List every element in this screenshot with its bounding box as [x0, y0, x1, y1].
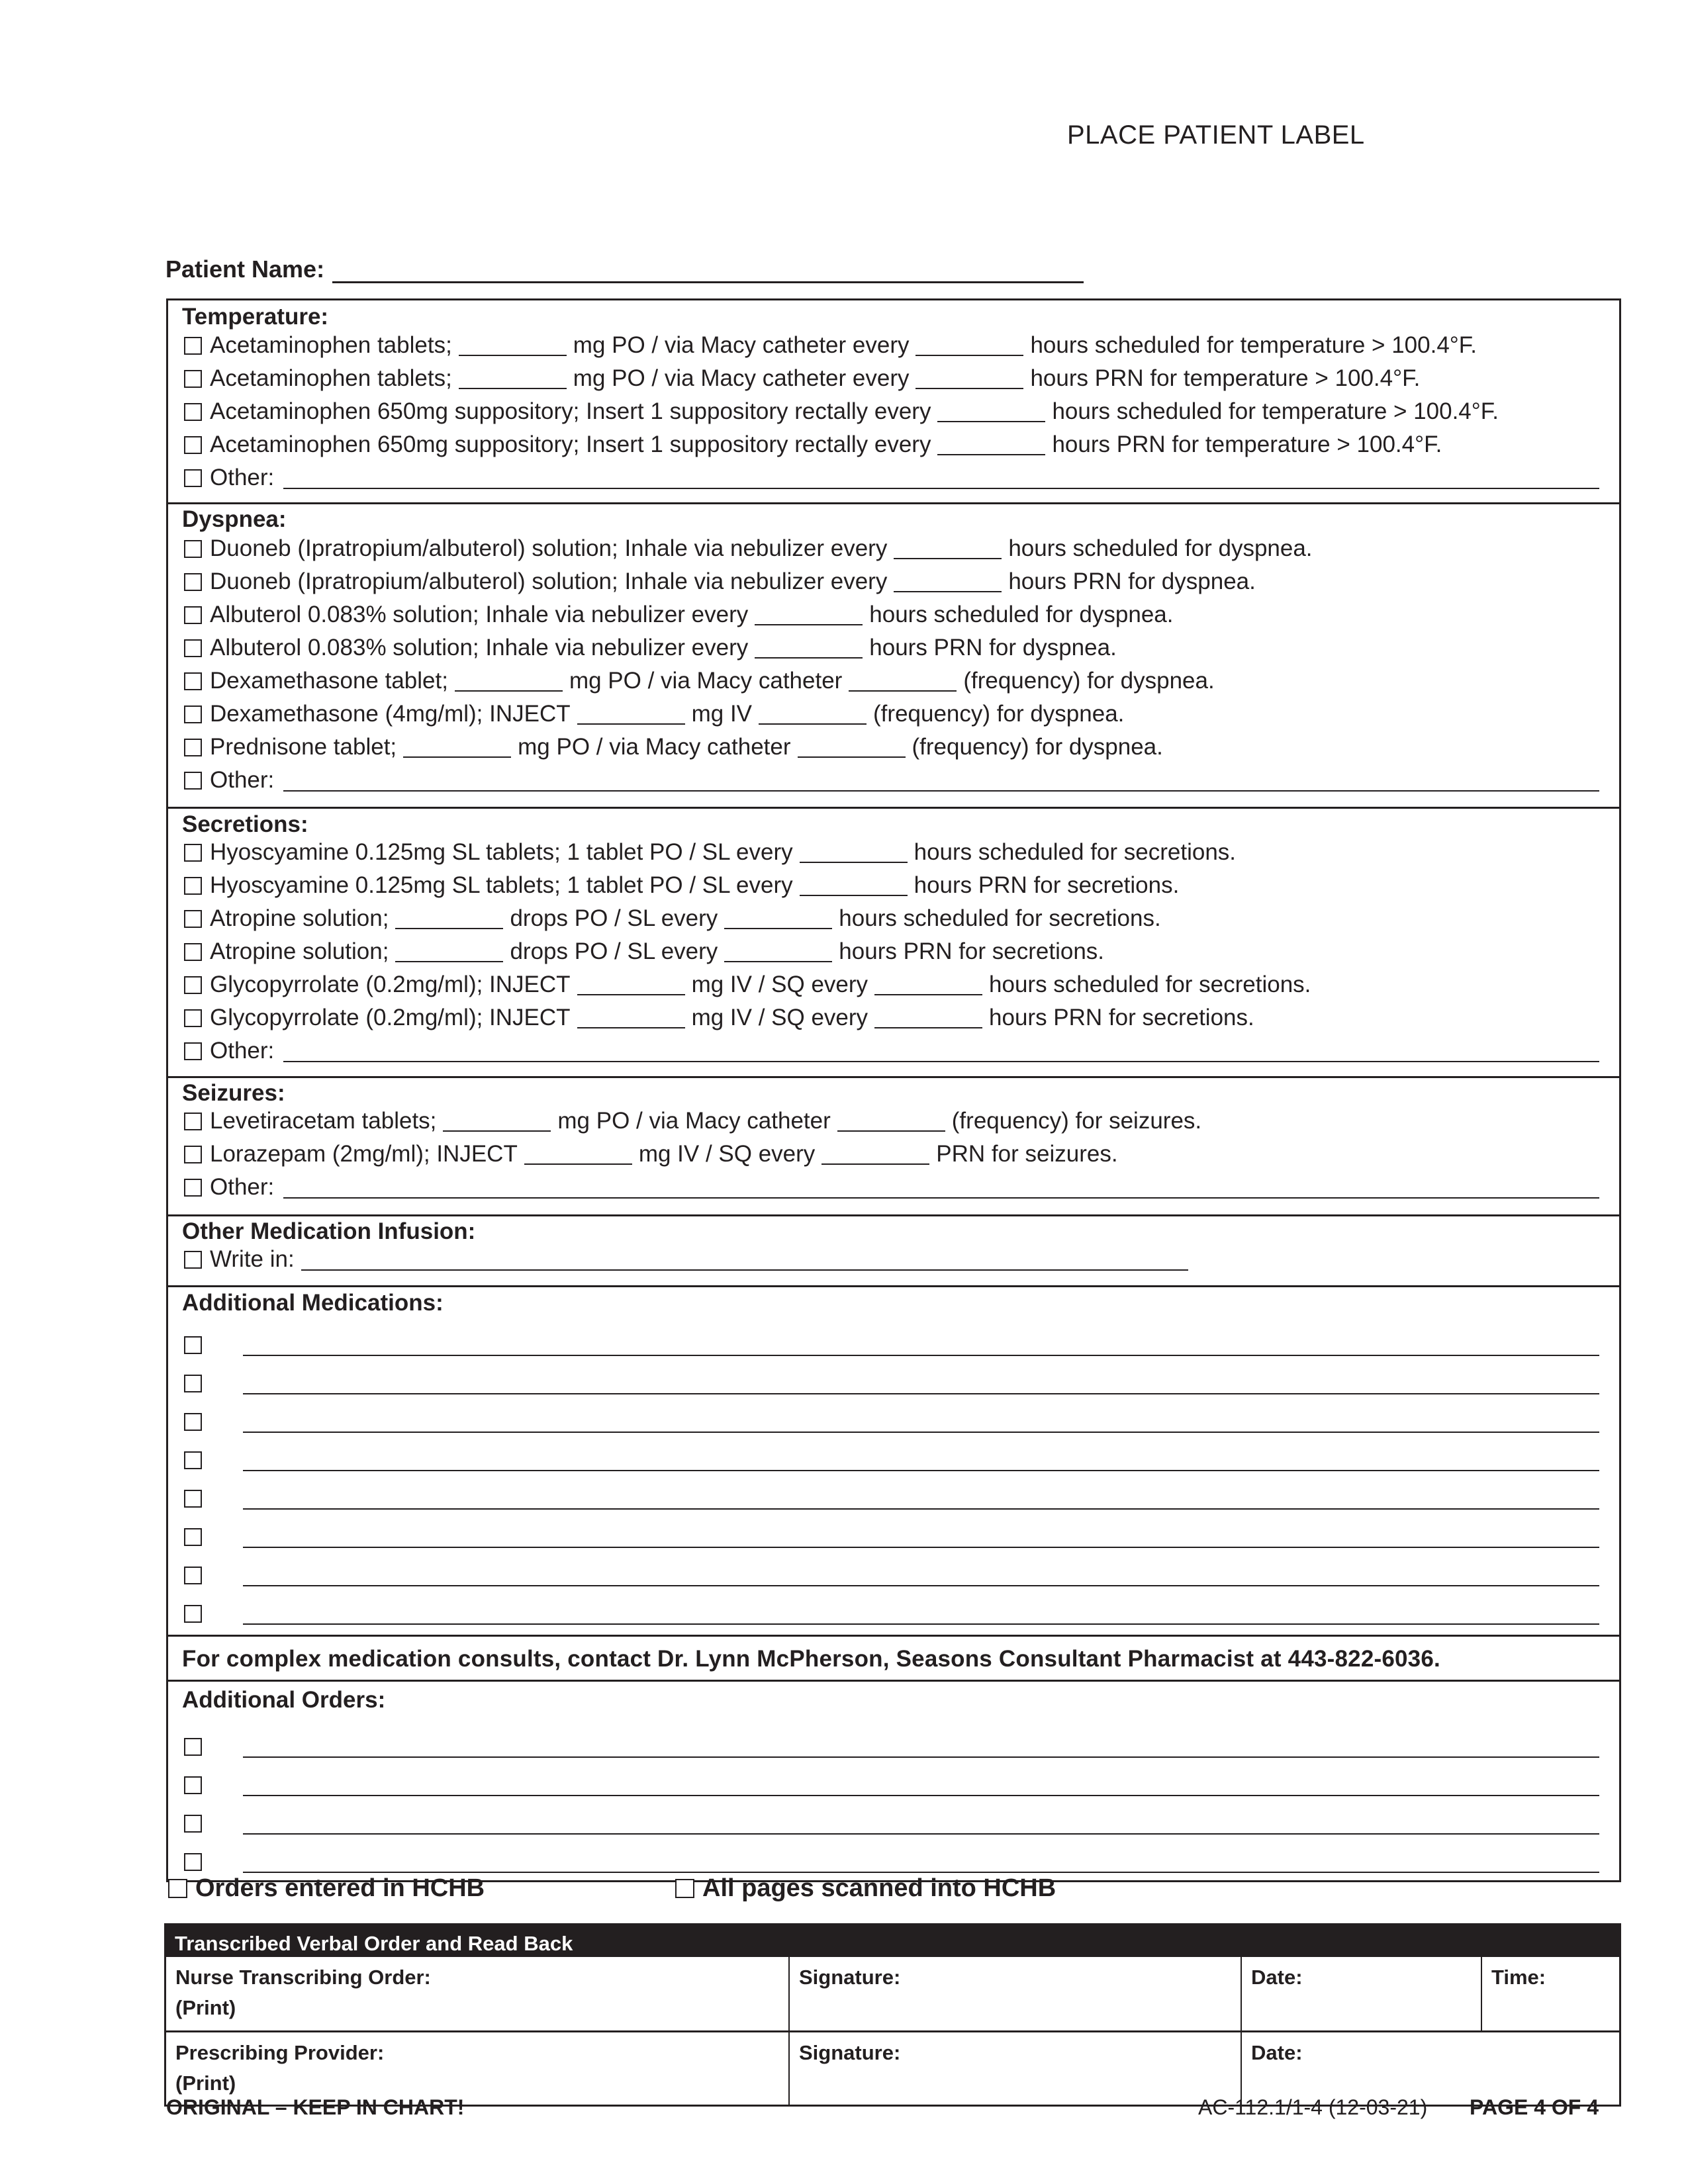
- checkbox[interactable]: [168, 1879, 187, 1898]
- nurse-name-cell[interactable]: Nurse Transcribing Order: (Print): [175, 1966, 431, 2019]
- hours-blank[interactable]: [800, 842, 908, 863]
- dose-blank[interactable]: [524, 1144, 632, 1165]
- section-title: Seizures:: [182, 1080, 285, 1106]
- checkbox[interactable]: [184, 976, 202, 994]
- dose-blank[interactable]: [459, 368, 567, 389]
- dose-blank[interactable]: [455, 670, 563, 692]
- hours-blank[interactable]: [874, 974, 982, 995]
- checkbox[interactable]: [184, 672, 202, 690]
- additional-order-input[interactable]: [243, 1852, 1599, 1873]
- hours-blank[interactable]: [755, 637, 863, 659]
- checkbox[interactable]: [184, 1776, 202, 1794]
- section-title: Temperature:: [182, 304, 329, 330]
- med-row: Acetaminophen 650mg suppository; Insert 1 suppository rectally every hours PRN for temperature > 100.4°F.: [184, 428, 1599, 461]
- hours-blank[interactable]: [894, 571, 1002, 592]
- additional-med-input[interactable]: [243, 1373, 1599, 1394]
- other-row: Other:: [184, 1171, 1599, 1204]
- additional-med-input[interactable]: [243, 1335, 1599, 1356]
- additional-med-row: [184, 1443, 1599, 1477]
- med-row: Acetaminophen tablets; mg PO / via Macy catheter every hours scheduled for temperature > 100.4°F.: [184, 329, 1599, 362]
- checkbox[interactable]: [184, 1042, 202, 1060]
- other-row: Other:: [184, 461, 1599, 494]
- additional-order-row: [184, 1807, 1599, 1840]
- place-patient-label: PLACE PATIENT LABEL: [1067, 120, 1365, 150]
- additional-med-input[interactable]: [243, 1450, 1599, 1471]
- nurse-time-cell[interactable]: Time:: [1481, 1957, 1619, 2030]
- additional-med-row: [184, 1597, 1599, 1630]
- write-in-input[interactable]: [301, 1250, 1188, 1271]
- section-title: Additional Medications:: [182, 1290, 444, 1316]
- checkbox[interactable]: [184, 705, 202, 723]
- med-row: Lorazepam (2mg/ml); INJECT mg IV / SQ every PRN for seizures.: [184, 1138, 1599, 1171]
- patient-name-field: [165, 255, 1084, 283]
- frequency-blank[interactable]: [837, 1111, 945, 1132]
- section-infusion: [168, 1216, 1619, 1287]
- med-row: Glycopyrrolate (0.2mg/ml); INJECT mg IV / SQ every hours scheduled for secretions.: [184, 968, 1599, 1001]
- other-input[interactable]: [283, 468, 1599, 489]
- section-temperature: [168, 300, 1619, 504]
- checkbox[interactable]: [184, 1815, 202, 1833]
- orders-form-box: [166, 298, 1621, 1882]
- orders-entered-hchb[interactable]: Orders entered in HCHB: [168, 1874, 485, 1903]
- med-row: Atropine solution; drops PO / SL every hours PRN for secretions.: [184, 935, 1599, 968]
- med-row: Duoneb (Ipratropium/albuterol) solution; Inhale via nebulizer every hours PRN for dyspnea.: [184, 565, 1599, 598]
- drops-blank[interactable]: [395, 941, 503, 962]
- dose-blank[interactable]: [577, 704, 685, 725]
- nurse-transcribing-row: [164, 1957, 1621, 2032]
- additional-med-input[interactable]: [243, 1412, 1599, 1433]
- med-row: Prednisone tablet; mg PO / via Macy catheter (frequency) for dyspnea.: [184, 731, 1599, 764]
- med-row: Levetiracetam tablets; mg PO / via Macy catheter (frequency) for seizures.: [184, 1105, 1599, 1138]
- checkbox[interactable]: [184, 1146, 202, 1163]
- med-row: Dexamethasone tablet; mg PO / via Macy catheter (frequency) for dyspnea.: [184, 664, 1599, 698]
- additional-med-row: [184, 1520, 1599, 1553]
- med-row: Glycopyrrolate (0.2mg/ml); INJECT mg IV / SQ every hours PRN for secretions.: [184, 1001, 1599, 1034]
- checkbox[interactable]: [184, 1528, 202, 1546]
- section-pharmacist-note: [168, 1637, 1619, 1682]
- other-input[interactable]: [283, 770, 1599, 792]
- additional-order-input[interactable]: [243, 1775, 1599, 1796]
- provider-name-cell[interactable]: Prescribing Provider: (Print): [175, 2041, 385, 2095]
- section-title: Additional Orders:: [182, 1687, 386, 1713]
- med-row: Hyoscyamine 0.125mg SL tablets; 1 tablet PO / SL every hours scheduled for secretions.: [184, 836, 1599, 869]
- section-title: Secretions:: [182, 811, 308, 837]
- verbal-order-header: Transcribed Verbal Order and Read Back: [164, 1923, 1621, 1957]
- section-seizures: [168, 1078, 1619, 1216]
- hours-blank[interactable]: [937, 401, 1045, 422]
- section-title: Other Medication Infusion:: [182, 1218, 476, 1244]
- nurse-date-cell[interactable]: Date:: [1241, 1957, 1481, 2030]
- checkbox[interactable]: [184, 877, 202, 895]
- patient-name-input[interactable]: [332, 260, 1084, 283]
- keep-in-chart-notice: ORIGINAL – KEEP IN CHART!: [166, 2095, 465, 2119]
- checkbox[interactable]: [184, 1451, 202, 1469]
- patient-name-label: Patient Name:: [165, 255, 325, 283]
- med-row: Hyoscyamine 0.125mg SL tablets; 1 tablet PO / SL every hours PRN for secretions.: [184, 869, 1599, 902]
- other-row: Other:: [184, 1034, 1599, 1068]
- hours-blank[interactable]: [724, 941, 832, 962]
- additional-order-row: [184, 1768, 1599, 1801]
- med-row: Albuterol 0.083% solution; Inhale via nebulizer every hours scheduled for dyspnea.: [184, 598, 1599, 631]
- additional-order-row: [184, 1845, 1599, 1878]
- additional-med-row: [184, 1328, 1599, 1361]
- other-input[interactable]: [283, 1177, 1599, 1199]
- page-number: PAGE 4 OF 4: [1470, 2095, 1599, 2119]
- med-row: Acetaminophen 650mg suppository; Insert 1 suppository rectally every hours scheduled for temperature > 100.4°F.: [184, 395, 1599, 428]
- checkbox[interactable]: [184, 772, 202, 790]
- med-row: Acetaminophen tablets; mg PO / via Macy catheter every hours PRN for temperature > 100.4°F.: [184, 362, 1599, 395]
- checkbox[interactable]: [184, 436, 202, 454]
- additional-med-input[interactable]: [243, 1604, 1599, 1625]
- checkbox[interactable]: [184, 1251, 202, 1269]
- nurse-signature-cell[interactable]: Signature:: [788, 1957, 1241, 2030]
- checkbox[interactable]: [184, 1605, 202, 1623]
- checkbox[interactable]: [184, 540, 202, 558]
- section-secretions: [168, 809, 1619, 1078]
- additional-med-row: [184, 1405, 1599, 1438]
- checkbox[interactable]: [184, 1336, 202, 1354]
- pharmacist-contact-note: For complex medication consults, contact Dr. Lynn McPherson, Seasons Consultant Pharmacist at 443-822-6036.: [182, 1646, 1440, 1672]
- checkbox[interactable]: [184, 1375, 202, 1392]
- checkbox[interactable]: [184, 403, 202, 421]
- checkbox[interactable]: [184, 1009, 202, 1027]
- hours-blank[interactable]: [915, 368, 1023, 389]
- write-in-row: Write in:: [184, 1243, 1599, 1276]
- hours-blank[interactable]: [874, 1007, 982, 1028]
- checkbox[interactable]: [184, 943, 202, 961]
- hours-blank[interactable]: [800, 875, 908, 896]
- provider-date-cell[interactable]: Date:: [1241, 2032, 1619, 2105]
- dose-blank[interactable]: [577, 974, 685, 995]
- frequency-blank[interactable]: [821, 1144, 929, 1165]
- checkbox[interactable]: [184, 1490, 202, 1508]
- checkbox[interactable]: [184, 844, 202, 862]
- checkbox[interactable]: [184, 573, 202, 591]
- med-row: Dexamethasone (4mg/ml); INJECT mg IV (frequency) for dyspnea.: [184, 698, 1599, 731]
- checkbox[interactable]: [184, 1413, 202, 1431]
- checkbox[interactable]: [184, 337, 202, 355]
- additional-order-row: [184, 1730, 1599, 1763]
- additional-order-input[interactable]: [243, 1813, 1599, 1835]
- hours-blank[interactable]: [937, 434, 1045, 455]
- med-row: Duoneb (Ipratropium/albuterol) solution; Inhale via nebulizer every hours scheduled for dyspnea.: [184, 532, 1599, 565]
- checkbox[interactable]: [184, 1179, 202, 1197]
- additional-med-input[interactable]: [243, 1565, 1599, 1586]
- checkbox[interactable]: [184, 1113, 202, 1130]
- provider-signature-cell[interactable]: Signature:: [788, 2032, 1241, 2105]
- checkbox[interactable]: [184, 1738, 202, 1756]
- section-additional-orders: [168, 1682, 1619, 1880]
- checkbox[interactable]: [184, 739, 202, 756]
- hours-blank[interactable]: [894, 538, 1002, 559]
- form-code: AC-112.1/1-4 (12-03-21): [1198, 2095, 1428, 2119]
- dose-blank[interactable]: [577, 1007, 685, 1028]
- other-row: Other:: [184, 764, 1599, 797]
- other-input[interactable]: [283, 1041, 1599, 1062]
- frequency-blank[interactable]: [849, 670, 957, 692]
- checkbox[interactable]: [184, 1567, 202, 1584]
- section-dyspnea: [168, 504, 1619, 809]
- additional-med-input[interactable]: [243, 1488, 1599, 1510]
- dose-blank[interactable]: [443, 1111, 551, 1132]
- hours-blank[interactable]: [755, 604, 863, 625]
- checkbox[interactable]: [184, 639, 202, 657]
- checkbox[interactable]: [184, 910, 202, 928]
- med-row: Atropine solution; drops PO / SL every hours scheduled for secretions.: [184, 902, 1599, 935]
- checkbox[interactable]: [184, 469, 202, 487]
- checkbox[interactable]: [184, 1853, 202, 1871]
- checkbox[interactable]: [184, 606, 202, 624]
- frequency-blank[interactable]: [798, 737, 906, 758]
- frequency-blank[interactable]: [759, 704, 867, 725]
- additional-med-input[interactable]: [243, 1527, 1599, 1548]
- additional-order-input[interactable]: [243, 1737, 1599, 1758]
- additional-med-row: [184, 1559, 1599, 1592]
- checkbox[interactable]: [184, 370, 202, 388]
- additional-med-row: [184, 1367, 1599, 1400]
- section-additional-medications: [168, 1287, 1619, 1637]
- section-title: Dyspnea:: [182, 506, 287, 532]
- dose-blank[interactable]: [403, 737, 511, 758]
- dose-blank[interactable]: [459, 335, 567, 356]
- hours-blank[interactable]: [915, 335, 1023, 356]
- checkbox[interactable]: [675, 1879, 694, 1898]
- additional-med-row: [184, 1482, 1599, 1515]
- hours-blank[interactable]: [724, 908, 832, 929]
- drops-blank[interactable]: [395, 908, 503, 929]
- pages-scanned-hchb[interactable]: All pages scanned into HCHB: [675, 1874, 1056, 1903]
- med-row: Albuterol 0.083% solution; Inhale via nebulizer every hours PRN for dyspnea.: [184, 631, 1599, 664]
